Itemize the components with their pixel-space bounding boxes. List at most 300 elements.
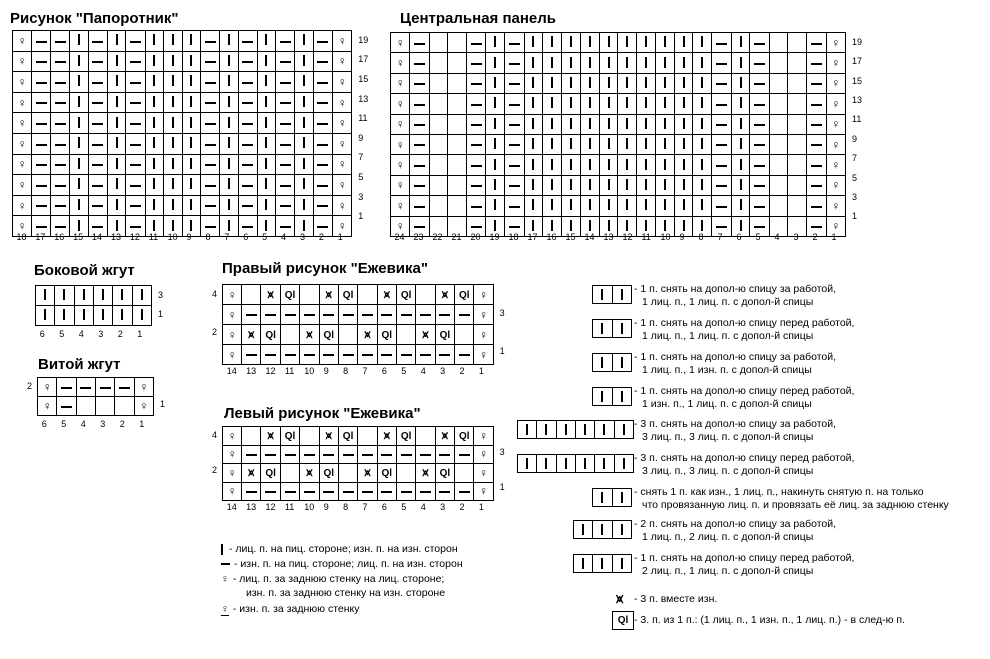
chart-cell — [455, 345, 474, 365]
purl-stitch — [459, 491, 470, 493]
twisted-stitch: ♀ — [479, 327, 488, 342]
chart-cell — [182, 195, 200, 216]
p3tog-stitch: ⩙ — [441, 289, 448, 301]
col-number: 17 — [527, 232, 538, 242]
purl-stitch — [55, 226, 66, 228]
chart-cell — [618, 196, 637, 216]
chart-cell — [377, 285, 396, 305]
chart-cell — [391, 53, 410, 73]
increase-stitch: Ql — [381, 468, 393, 480]
cable-icon-cell — [593, 489, 613, 506]
row-number: 15 — [852, 75, 863, 86]
knit-stitch — [551, 179, 553, 190]
chart-cell — [261, 345, 280, 365]
knit-stitch — [494, 179, 496, 190]
chart-cell — [599, 33, 618, 53]
knit-stitch — [608, 36, 610, 47]
knit-stitch — [494, 57, 496, 68]
purl-stitch — [459, 314, 470, 316]
purl-stitch — [317, 61, 328, 63]
chart-cell — [788, 114, 807, 134]
twisted-stitch: ♀ — [227, 447, 237, 462]
purl-stitch — [471, 206, 482, 208]
chart-cell — [93, 286, 112, 306]
chart-cell — [13, 154, 32, 175]
knit-stitch — [532, 57, 534, 68]
chart-cell — [655, 175, 674, 195]
purl-stitch — [280, 144, 291, 146]
cable-icon-cell — [613, 521, 631, 538]
purl-stitch — [459, 454, 470, 456]
chart-cell — [88, 175, 107, 196]
cable-icon-cell — [613, 489, 632, 506]
knit-stitch — [740, 159, 742, 170]
knit-stitch — [190, 178, 192, 189]
purl-stitch — [509, 63, 520, 65]
chart-cell — [51, 31, 70, 52]
knit-stitch — [664, 97, 666, 108]
twisted-stitch: ♀ — [831, 96, 841, 111]
purl-stitch — [414, 226, 425, 228]
chart-cell — [655, 196, 674, 216]
chart-cell — [164, 133, 182, 154]
knit-stitch — [494, 159, 496, 170]
chart-cell — [280, 285, 299, 305]
chart-cell — [223, 305, 242, 325]
chart-cell — [750, 114, 769, 134]
increase-stitch: Ql — [439, 330, 451, 341]
chart-cell — [637, 73, 656, 93]
knit-mark — [621, 357, 623, 368]
knit-stitch — [265, 117, 267, 128]
purl-stitch — [471, 144, 482, 146]
chart-cell — [396, 305, 415, 325]
purl-stitch — [420, 314, 431, 316]
twisted-stitch: ♀ — [337, 198, 347, 213]
purl-stitch — [285, 314, 296, 316]
chart-cell — [257, 175, 275, 196]
chart-cell — [580, 33, 599, 53]
chart-row — [38, 397, 154, 416]
col-number: 6 — [243, 232, 249, 242]
chart-cell — [295, 195, 313, 216]
chart-cell — [313, 92, 332, 113]
chart-row — [36, 306, 152, 326]
purl-stitch — [471, 124, 482, 126]
chart-cell — [712, 114, 731, 134]
chart-cell — [524, 114, 543, 134]
increase-stitch: Ql — [265, 330, 276, 341]
chart-cell — [280, 427, 299, 446]
twisted-stitch: ♀ — [17, 177, 27, 192]
chart-cell — [13, 72, 32, 93]
knit-mark — [582, 558, 584, 569]
knit-stitch — [78, 220, 80, 231]
chart-row — [223, 427, 494, 446]
knit-stitch — [701, 57, 703, 68]
col-number: 8 — [343, 502, 349, 512]
knit-stitch — [645, 118, 647, 129]
chart-row — [223, 325, 494, 345]
chart-cell — [448, 196, 467, 216]
knit-stitch — [532, 138, 534, 149]
row-number: 13 — [852, 94, 863, 105]
purl-stitch — [439, 454, 450, 456]
chart-cell — [145, 72, 163, 93]
knit-stitch — [78, 137, 80, 148]
knit-stitch — [664, 199, 666, 210]
purl-stitch — [280, 185, 291, 187]
knit-stitch — [303, 220, 305, 231]
chart-cell — [76, 397, 95, 416]
chart-cell — [455, 285, 474, 305]
chart-cell — [435, 305, 454, 325]
purl-stitch — [280, 61, 291, 63]
knit-stitch — [63, 289, 65, 300]
row-number: 1 — [852, 211, 858, 222]
chart-cell — [32, 92, 51, 113]
chart-cell — [257, 72, 275, 93]
chart-cell — [223, 285, 242, 305]
chart-cell — [276, 195, 295, 216]
chart-cell — [807, 155, 826, 175]
chart-cell — [55, 306, 74, 326]
knit-stitch — [740, 57, 742, 68]
twisted-stitch: ♀ — [227, 307, 237, 322]
chart-cell — [712, 196, 731, 216]
chart-cell — [220, 113, 238, 134]
chart-cell — [338, 345, 357, 365]
knit-stitch — [303, 117, 305, 128]
purl-stitch — [414, 63, 425, 65]
chart-cell — [543, 196, 562, 216]
chart-cell — [220, 51, 238, 72]
chart-cell — [416, 345, 435, 365]
knit-stitch — [701, 97, 703, 108]
col-number: 18 — [508, 232, 519, 242]
purl-stitch — [92, 226, 103, 228]
col-number: 13 — [603, 232, 614, 242]
cable-icon — [592, 488, 632, 507]
legend-twisted-purl: ♀ - изн. п. за заднюю стенку — [221, 603, 360, 615]
knit-stitch — [532, 77, 534, 88]
chart-cell — [319, 482, 338, 501]
chart-cell — [276, 154, 295, 175]
purl-stitch — [55, 144, 66, 146]
chart-cell — [242, 305, 261, 325]
purl-stitch — [420, 354, 431, 356]
knit-stitch — [153, 158, 155, 169]
col-number: 15 — [565, 232, 576, 242]
chart-cell — [543, 33, 562, 53]
knit-stitch — [551, 36, 553, 47]
twisted-stitch: ♀ — [17, 33, 27, 48]
purl-stitch — [509, 43, 520, 45]
row-number: 3 — [358, 191, 364, 202]
chart-cell — [242, 285, 261, 305]
chart-cell — [769, 53, 788, 73]
cable-icon-cell — [518, 455, 537, 472]
chart-cell — [655, 134, 674, 154]
chart-cell — [599, 175, 618, 195]
chart-cell — [448, 114, 467, 134]
chart-cell — [95, 397, 114, 416]
row-number: 1 — [358, 211, 364, 222]
knit-stitch — [190, 199, 192, 210]
knit-stitch — [190, 158, 192, 169]
chart-cell — [391, 33, 410, 53]
chart-cell — [580, 175, 599, 195]
twisted-stitch: ♀ — [139, 380, 149, 394]
chart-cell — [238, 113, 257, 134]
legend-text: - 3 п. снять на допол-ю спицу перед работой, — [634, 452, 855, 464]
chart-cell — [731, 94, 750, 114]
knit-stitch — [683, 220, 685, 231]
chart-cell — [731, 134, 750, 154]
chart-cell — [242, 325, 261, 345]
knit-stitch — [589, 97, 591, 108]
purl-stitch — [304, 354, 315, 356]
knit-stitch — [664, 36, 666, 47]
chart-cell — [655, 155, 674, 175]
col-number: 6 — [381, 502, 387, 512]
knit-stitch — [116, 220, 118, 231]
chart-cell — [435, 445, 454, 464]
purl-stitch — [471, 104, 482, 106]
cable-icon-cell — [613, 286, 632, 303]
knit-stitch — [701, 220, 703, 231]
knit-mark — [545, 424, 547, 435]
chart-cell — [524, 33, 543, 53]
increase-stitch: Ql — [265, 468, 276, 480]
chart-cell — [295, 72, 313, 93]
col-number: 24 — [394, 232, 405, 242]
chart-cell — [108, 175, 126, 196]
knit-stitch — [589, 118, 591, 129]
purl-stitch — [716, 63, 727, 65]
purl-stitch — [754, 185, 765, 187]
purl-stitch — [92, 185, 103, 187]
knit-mark — [584, 424, 586, 435]
chart-cell — [242, 482, 261, 501]
purl-stitch — [246, 354, 257, 356]
twisted-stitch: ♀ — [337, 116, 347, 131]
purl-stitch — [323, 354, 334, 356]
knit-stitch — [701, 179, 703, 190]
knit-stitch — [589, 220, 591, 231]
purl-stitch — [317, 144, 328, 146]
chart-cell — [164, 72, 182, 93]
chart-cell — [562, 155, 581, 175]
chart-cell — [466, 155, 485, 175]
purl-stitch — [130, 164, 141, 166]
p3tog-stitch: ⩙ — [306, 329, 313, 341]
chart-cell — [276, 72, 295, 93]
cable-icon-cell — [615, 455, 633, 472]
purl-stitch — [61, 387, 72, 389]
chart-cell — [435, 482, 454, 501]
knit-stitch — [608, 138, 610, 149]
knit-stitch — [116, 158, 118, 169]
purl-stitch — [754, 104, 765, 106]
twisted-knit-icon: ♀ — [221, 573, 229, 585]
chart-cell — [655, 94, 674, 114]
knit-stitch — [701, 36, 703, 47]
col-number: 7 — [717, 232, 723, 242]
chart-row — [391, 114, 846, 134]
knit-stitch — [626, 77, 628, 88]
legend-text: - 1 п. снять на допол-ю спицу перед работой, — [634, 385, 855, 397]
chart-cell — [410, 134, 429, 154]
knit-stitch — [740, 220, 742, 231]
chart-cell — [220, 31, 238, 52]
chart-cell — [416, 285, 435, 305]
knit-stitch — [78, 75, 80, 86]
col-number: 9 — [186, 232, 192, 242]
chart-cell — [416, 305, 435, 325]
twisted-stitch: ♀ — [17, 54, 27, 69]
col-number: 5 — [755, 232, 761, 242]
chart-cell — [655, 33, 674, 53]
legend-text: - 1 п. снять на допол-ю спицу за работой, — [634, 351, 837, 363]
chart-cell — [238, 195, 257, 216]
chart-cell — [108, 154, 126, 175]
chart-cell — [220, 92, 238, 113]
chart-cell — [807, 94, 826, 114]
chart-cell — [769, 175, 788, 195]
purl-stitch — [317, 102, 328, 104]
purl-stitch — [55, 82, 66, 84]
chart-row — [13, 72, 352, 93]
knit-stitch — [153, 96, 155, 107]
chart-cell — [333, 51, 352, 72]
chart-cell — [242, 427, 261, 446]
fern-title: Рисунок "Папоротник" — [10, 10, 179, 27]
knit-stitch — [303, 158, 305, 169]
chart-cell — [391, 134, 410, 154]
increase-stitch: Ql — [458, 290, 470, 301]
twisted-stitch: ♀ — [831, 178, 841, 193]
knit-stitch — [265, 137, 267, 148]
knit-stitch — [190, 117, 192, 128]
cable-icon-cell — [595, 455, 614, 472]
chart-cell — [358, 285, 377, 305]
chart-cell — [242, 464, 261, 483]
chart-row — [13, 175, 352, 196]
chart-cell — [580, 196, 599, 216]
chart-cell — [257, 51, 275, 72]
purl-stitch — [716, 206, 727, 208]
chart-cell — [164, 154, 182, 175]
knit-stitch — [116, 117, 118, 128]
purl-stitch — [265, 314, 276, 316]
row-number: 17 — [852, 56, 863, 67]
p3tog-stitch: ⩙ — [364, 329, 371, 341]
cable-icon — [592, 353, 632, 372]
purl-stitch — [343, 454, 354, 456]
purl-stitch — [92, 61, 103, 63]
twisted-stitch: ♀ — [831, 158, 841, 173]
knit-stitch — [645, 159, 647, 170]
knit-mark — [526, 424, 528, 435]
purl-stitch — [92, 164, 103, 166]
knit-stitch — [551, 118, 553, 129]
chart-cell — [543, 175, 562, 195]
col-number: 14 — [226, 366, 237, 376]
purl-stitch — [471, 63, 482, 65]
chart-cell — [505, 196, 524, 216]
chart-cell — [486, 53, 505, 73]
col-number: 15 — [73, 232, 84, 242]
chart-cell — [826, 73, 846, 93]
chart-cell — [674, 196, 693, 216]
knit-stitch — [683, 97, 685, 108]
knit-stitch — [153, 117, 155, 128]
chart-cell — [242, 345, 261, 365]
chart-cell — [377, 464, 396, 483]
chart-cell — [788, 155, 807, 175]
chart-cell — [750, 134, 769, 154]
knit-icon — [221, 544, 223, 555]
purl-stitch — [811, 226, 822, 228]
row-number: 3 — [499, 447, 505, 458]
knit-stitch — [494, 77, 496, 88]
knit-stitch — [551, 159, 553, 170]
knit-stitch — [551, 138, 553, 149]
knit-stitch — [740, 179, 742, 190]
chart-cell — [276, 31, 295, 52]
chart-cell — [70, 133, 88, 154]
purl-stitch — [242, 144, 253, 146]
increase-stitch: Ql — [284, 290, 296, 301]
purl-stitch — [55, 61, 66, 63]
chart-cell — [655, 53, 674, 73]
purl-stitch — [304, 314, 315, 316]
knit-stitch — [740, 77, 742, 88]
knit-stitch — [83, 309, 85, 320]
twisted-stitch: ♀ — [17, 198, 27, 213]
chart-cell — [486, 134, 505, 154]
chart-cell — [313, 175, 332, 196]
chart-cell — [674, 73, 693, 93]
purl-stitch — [36, 123, 47, 125]
knit-stitch — [664, 57, 666, 68]
chart-grid — [390, 32, 846, 237]
purl-stitch — [285, 354, 296, 356]
chart-cell — [164, 51, 182, 72]
chart-cell — [562, 53, 581, 73]
twisted-stitch: ♀ — [395, 117, 405, 132]
cable-icon — [517, 420, 634, 439]
twisted-stitch: ♀ — [395, 178, 405, 193]
purl-stitch — [471, 226, 482, 228]
chart-row — [13, 195, 352, 216]
cable-icon — [592, 387, 632, 406]
twisted-stitch: ♀ — [227, 428, 237, 443]
chart-cell — [731, 155, 750, 175]
col-number: 8 — [698, 232, 704, 242]
knit-mark — [565, 458, 567, 469]
knit-mark — [621, 391, 623, 402]
twisted-stitch: ♀ — [227, 465, 237, 480]
col-number: 3 — [98, 329, 104, 339]
twisted-stitch: ♀ — [479, 287, 488, 302]
chart-cell — [108, 195, 126, 216]
col-number: 8 — [205, 232, 211, 242]
legend-text: 1 лиц. п., 1 лиц. п. с допол-й спицы — [642, 330, 814, 342]
chart-cell — [455, 445, 474, 464]
chart-cell — [126, 113, 145, 134]
